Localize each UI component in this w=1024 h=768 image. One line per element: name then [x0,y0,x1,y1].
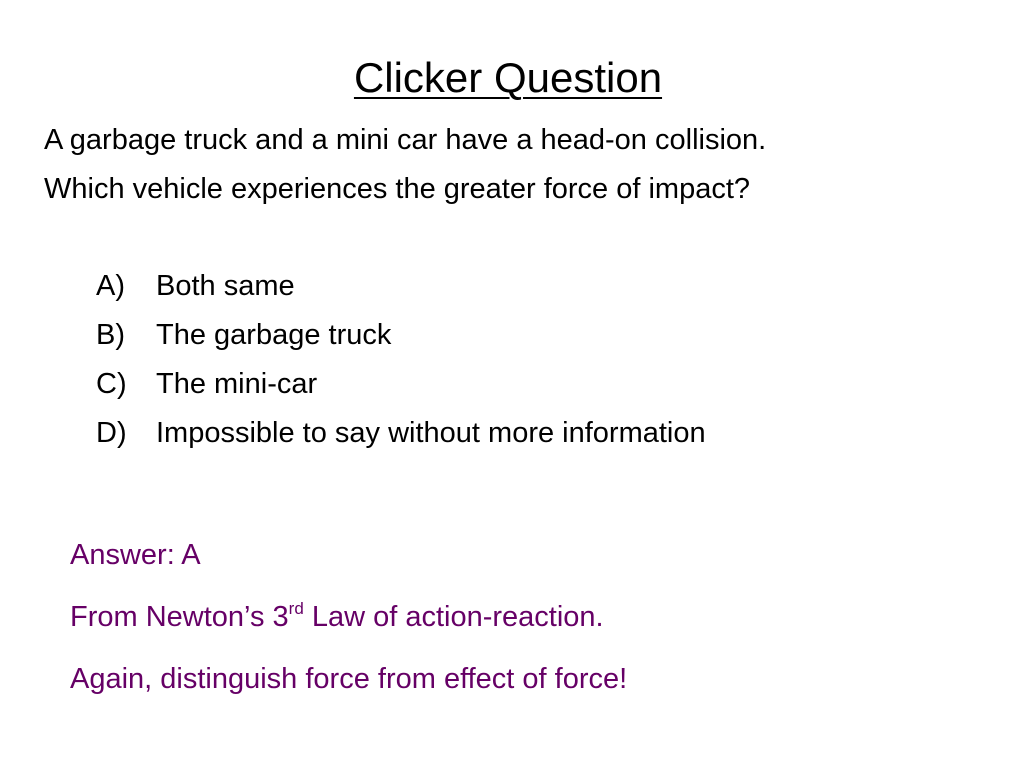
answer-options-list [96,262,976,458]
option-b-text: The garbage truck [156,319,392,351]
option-d [96,409,976,458]
option-d-letter: D) [96,417,127,449]
explanation-text-end: Law of action-reaction. [303,601,604,633]
answer-line: Answer: A [70,539,201,571]
slide-title: Clicker Question [353,54,663,101]
option-c [96,360,976,409]
option-a [96,262,976,311]
option-c-text: The mini-car [156,368,318,400]
option-a-text: Both same [156,270,295,302]
answer-block [70,524,970,710]
ordinal-superscript: rd [288,599,304,618]
option-a-letter: A) [96,270,125,302]
question-text [44,116,984,214]
question-line-2: Which vehicle experiences the greater force of impact? [44,173,751,205]
question-line-1: A garbage truck and a mini car have a head-on collision. [44,124,767,156]
option-c-letter: C) [96,368,127,400]
option-d-text: Impossible to say without more information [156,417,706,449]
explanation-line [70,586,970,648]
reminder-line: Again, distinguish force from effect of force! [70,663,628,695]
explanation-text-start: From Newton’s 3 [70,601,289,633]
option-b-letter: B) [96,319,125,351]
option-b [96,311,976,360]
